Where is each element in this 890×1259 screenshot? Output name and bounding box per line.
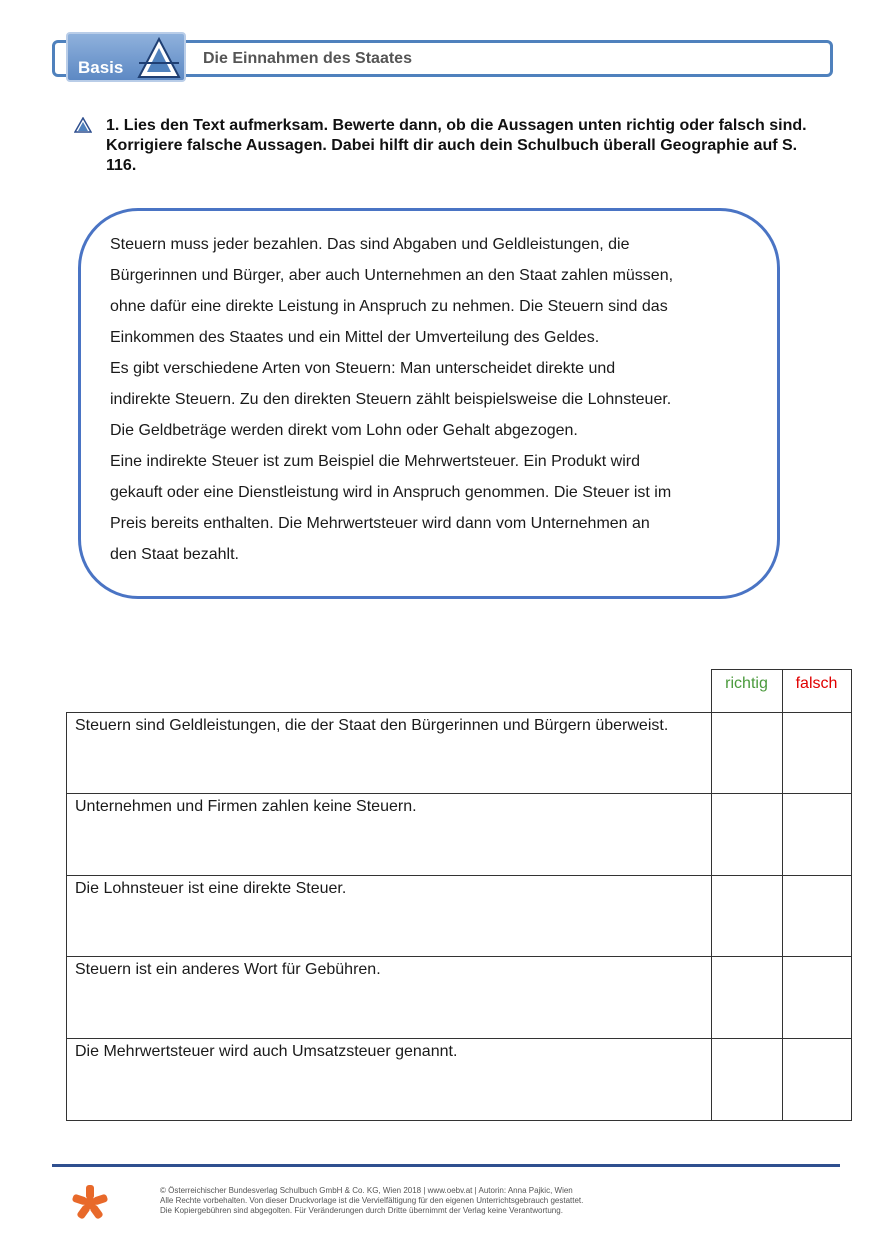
statement-cell: Unternehmen und Firmen zahlen keine Steuern. <box>67 794 712 876</box>
reading-line: Preis bereits enthalten. Die Mehrwertsteuer wird dann vom Unternehmen an <box>110 515 650 532</box>
reading-line: Eine indirekte Steuer ist zum Beispiel die Mehrwertsteuer. Ein Produkt wird <box>110 453 641 470</box>
copyright-line: Die Kopiergebühren sind abgegolten. Für Veränderungen durch Dritte übernimmt der Verlag keine Verantwortung. <box>160 1206 563 1215</box>
table-row <box>67 1039 852 1121</box>
reading-line: gekauft oder eine Dienstleistung wird in Anspruch genommen. Die Steuer ist im <box>110 484 672 501</box>
richtig-checkbox-cell[interactable] <box>711 713 782 794</box>
column-falsch: falsch <box>782 670 851 713</box>
reading-text <box>110 233 770 574</box>
falsch-checkbox-cell[interactable] <box>782 1039 851 1121</box>
reading-line: indirekte Steuern. Zu den direkten Steuern zählt beispielsweise die Lohnsteuer. <box>110 391 672 408</box>
falsch-checkbox-cell[interactable] <box>782 957 851 1039</box>
copyright-line: © Österreichischer Bundesverlag Schulbuch GmbH & Co. KG, Wien 2018 | www.oebv.at | Autorin: Anna Pajkic, Wien <box>160 1186 573 1195</box>
reading-line: Die Geldbeträge werden direkt vom Lohn oder Gehalt abgezogen. <box>110 422 578 439</box>
statement-cell: Die Mehrwertsteuer wird auch Umsatzsteuer genannt. <box>67 1039 712 1121</box>
statement-cell: Die Lohnsteuer ist eine direkte Steuer. <box>67 876 712 957</box>
true-false-table <box>66 669 852 1121</box>
richtig-checkbox-cell[interactable] <box>711 1039 782 1121</box>
level-triangle-icon <box>74 117 92 133</box>
statement-cell: Steuern sind Geldleistungen, die der Staat den Bürgerinnen und Bürgern überweist. <box>67 713 712 794</box>
table-row <box>67 794 852 876</box>
table-header-row <box>67 670 852 713</box>
level-badge <box>66 32 186 82</box>
table-row <box>67 876 852 957</box>
richtig-checkbox-cell[interactable] <box>711 876 782 957</box>
reading-line: Bürgerinnen und Bürger, aber auch Unternehmen an den Staat zahlen müssen, <box>110 267 674 284</box>
falsch-checkbox-cell[interactable] <box>782 876 851 957</box>
footer-divider <box>52 1164 840 1167</box>
falsch-checkbox-cell[interactable] <box>782 794 851 876</box>
table-row <box>67 713 852 794</box>
statement-cell: Steuern ist ein anderes Wort für Gebühren. <box>67 957 712 1039</box>
reading-line: Einkommen des Staates und ein Mittel der Umverteilung des Geldes. <box>110 329 600 346</box>
copyright-notice <box>160 1186 583 1216</box>
column-richtig: richtig <box>711 670 782 713</box>
reading-line: den Staat bezahlt. <box>110 546 239 563</box>
reading-line: Es gibt verschiedene Arten von Steuern: Man unterscheidet direkte und <box>110 360 616 377</box>
level-triangle-icon <box>136 36 182 80</box>
richtig-checkbox-cell[interactable] <box>711 794 782 876</box>
worksheet-title: Die Einnahmen des Staates <box>203 50 412 67</box>
reading-line: ohne dafür eine direkte Leistung in Anspruch zu nehmen. Die Steuern sind das <box>110 298 668 315</box>
badge-label: Basis <box>78 58 124 77</box>
copyright-line: Alle Rechte vorbehalten. Von dieser Druckvorlage ist die Vervielfältigung für den eigenen Unterrichtsgebrauch gestattet. <box>160 1196 584 1205</box>
table-row <box>67 957 852 1039</box>
falsch-checkbox-cell[interactable] <box>782 713 851 794</box>
richtig-checkbox-cell[interactable] <box>711 957 782 1039</box>
task-instruction: 1. Lies den Text aufmerksam. Bewerte dann, ob die Aussagen unten richtig oder falsch sind. Korrigiere falsche Aussagen. Dabei hilft dir auch dein Schulbuch überall Geographie auf S. 116. <box>106 117 807 174</box>
reading-line: Steuern muss jeder bezahlen. Das sind Abgaben und Geldleistungen, die <box>110 236 630 253</box>
publisher-logo-icon <box>70 1183 110 1223</box>
